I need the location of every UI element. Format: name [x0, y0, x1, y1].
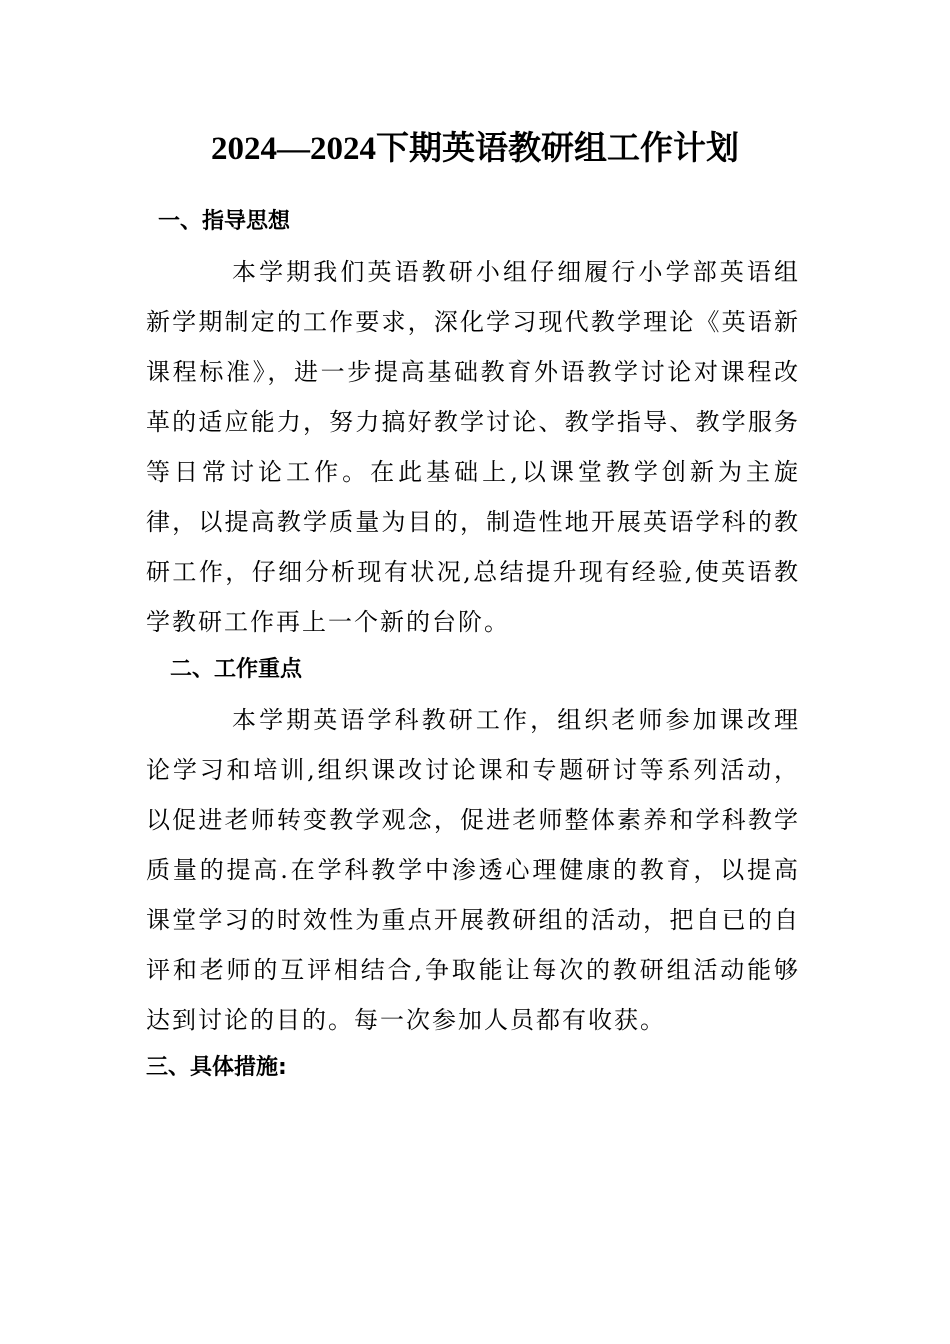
section-heading-work-focus: 二、工作重点 [170, 657, 303, 682]
section-paragraph-work-focus: 本学期英语学科教研工作，组织老师参加课改理论学习和培训,组织课改讨论课和专题研讨等系列活动，以促进老师转变教学观念，促进老师整体素养和学科教学质量的提高.在学科教学中渗透心理健康的教育，以提高课堂学习的时效性为重点开展教研组的活动，把自已的自评和老师的互评相结合,争取能让每次的教研组活动能够达到讨论的目的。每一次参加人员都有收获。 [146, 706, 800, 1034]
section-paragraph-guiding-ideology: 本学期我们英语教研小组仔细履行小学部英语组新学期制定的工作要求，深化学习现代教学理论《英语新课程标准》，进一步提高基础教育外语教学讨论对课程改革的适应能力，努力搞好教学讨论、教学指导、教学服务等日常讨论工作。在此基础上,以课堂教学创新为主旋律，以提高教学质量为目的，制造性地开展英语学科的教研工作，仔细分析现有状况,总结提升现有经验,使英语教学教研工作再上一个新的台阶。 [146, 258, 800, 636]
section-heading-guiding-ideology: 一、指导思想 [158, 209, 291, 234]
section-heading-specific-measures: 三、具体措施: [146, 1055, 287, 1080]
document-title: 2024—2024下期英语教研组工作计划 [211, 131, 739, 167]
